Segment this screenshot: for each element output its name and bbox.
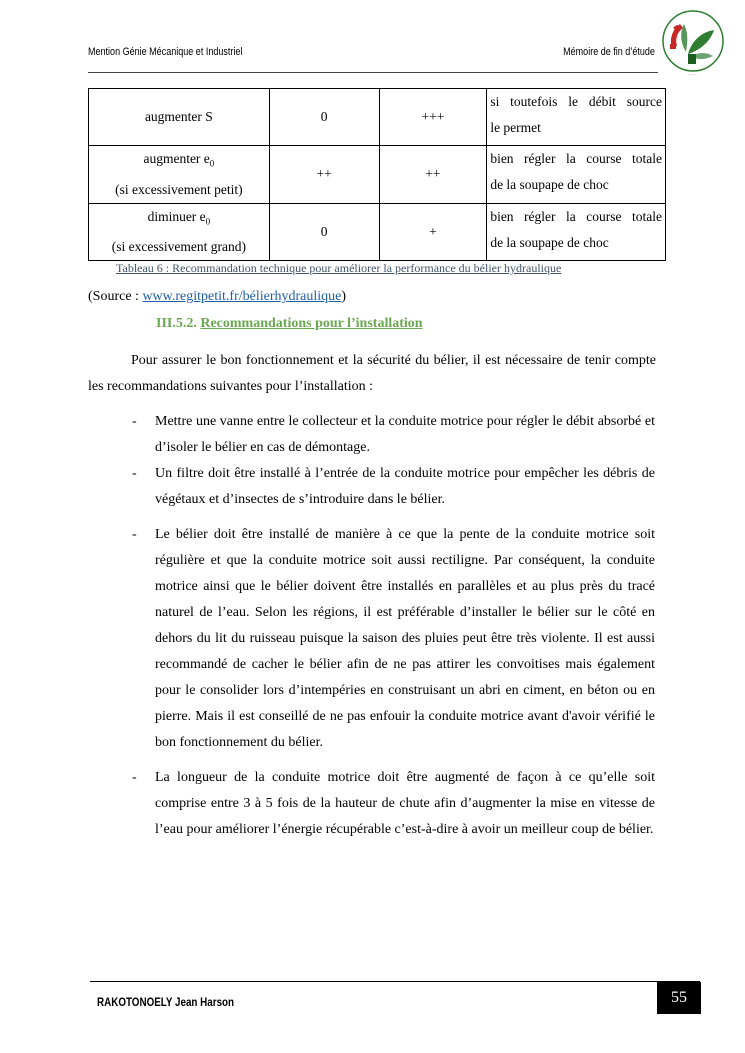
- table-row: [89, 146, 666, 204]
- table-cell-value: ++: [379, 146, 487, 204]
- source-link[interactable]: www.regitpetit.fr/bélierhydraulique: [142, 289, 342, 304]
- school-logo-icon: [658, 8, 728, 80]
- table-cell-remark: [487, 146, 666, 204]
- svg-text:·······: ·······: [688, 72, 698, 77]
- bullet-text: Un filtre doit être installé à l’entrée de la conduite motrice pour empêcher les débris de végétaux et d’insectes de s’introduire dans le bélier.: [155, 466, 655, 507]
- action-note: (si excessivement petit): [115, 181, 243, 197]
- source-prefix: (Source :: [88, 289, 143, 304]
- page-number: 55: [657, 982, 701, 1014]
- section-number: III.5.2.: [156, 316, 201, 331]
- header-rule: [88, 72, 658, 73]
- header-left: Mention Génie Mécanique et Industriel: [88, 46, 243, 58]
- action-text: augmenter e: [143, 151, 210, 166]
- bullet-text: La longueur de la conduite motrice doit être augmenté de façon à ce qu’elle soit comprise entre 3 à 5 fois de la hauteur de chute afin d’augmenter la mise en vitesse de l’eau pour améliorer l’énergie récupérable c’est-à-dire à avoir un meilleur coup de bélier.: [155, 770, 655, 837]
- action-text: diminuer e: [147, 208, 206, 224]
- header-right: Mémoire de fin d’étude: [563, 46, 655, 58]
- subscript: 0: [205, 216, 211, 227]
- table-cell-remark: [487, 203, 666, 261]
- table-cell-value: 0: [269, 89, 379, 146]
- table-cell-action: [89, 146, 270, 204]
- footer-author: RAKOTONOELY Jean Harson: [97, 995, 235, 1009]
- remark-line: bien régler la course totale: [490, 151, 662, 166]
- table-row: [89, 89, 666, 146]
- section-title: Recommandations pour l’installation: [200, 316, 423, 331]
- footer-rule: [90, 981, 700, 982]
- intro-paragraph: Pour assurer le bon fonctionnement et la sécurité du bélier, il est nécessaire de tenir compte les recommandations suivantes pour l’installation :: [88, 353, 656, 394]
- remark-line: bien régler la course totale: [490, 208, 662, 224]
- source-suffix: ): [341, 289, 347, 304]
- bullet-dash: -: [132, 414, 137, 429]
- remark-line: le permet: [490, 120, 541, 135]
- remark-line: si toutefois le débit source: [490, 94, 662, 109]
- table-cell-remark: [487, 89, 666, 146]
- subscript: 0: [209, 158, 215, 169]
- action-text: augmenter S: [144, 109, 213, 124]
- source-line: [88, 289, 346, 305]
- bullet-dash: -: [132, 770, 137, 785]
- table-cell-value: +++: [379, 89, 487, 146]
- remark-line: de la soupape de choc: [490, 177, 609, 192]
- remark-line: de la soupape de choc: [490, 234, 609, 250]
- table-cell-value: 0: [269, 203, 379, 261]
- section-heading: [156, 316, 423, 332]
- bullet-dash: -: [132, 527, 137, 542]
- recommendation-table: [88, 88, 666, 261]
- table-cell-value: +: [379, 203, 487, 261]
- table-cell-value: ++: [269, 146, 379, 204]
- table-caption: Tableau 6 : Recommandation technique pour améliorer la performance du bélier hydraulique: [116, 261, 562, 275]
- table-cell-action: [89, 203, 270, 261]
- bullet-text: Le bélier doit être installé de manière à ce que la pente de la conduite motrice soit régulière et que la conduite motrice soit aussi rectiligne. Par conséquent, la conduite motrice ainsi que le bélier doivent être installés en parallèles et au plus près du tracé naturel de l’eau. Selon les régions, il est préférable d’installer le bélier sur le côté en dehors du lit du ruisseau puisque la saison des pluies peut être très violente. Il est aussi recommandé de cacher le bélier afin de ne pas attirer les convoitises mais également pour le consolider lors d’intempéries en construisant un abri en ciment, en béton ou en pierre. Mais il est conseillé de ne pas enfouir la conduite motrice avant d'avoir vérifié le bon fonctionnement du bélier.: [155, 527, 655, 750]
- table-row: [89, 203, 666, 261]
- action-note: (si excessivement grand): [111, 239, 246, 255]
- bullet-dash: -: [132, 466, 137, 481]
- bullet-text: Mettre une vanne entre le collecteur et la conduite motrice pour régler le débit absorbé et d’isoler le bélier en cas de démontage.: [155, 414, 655, 455]
- table-cell-action: [89, 89, 270, 146]
